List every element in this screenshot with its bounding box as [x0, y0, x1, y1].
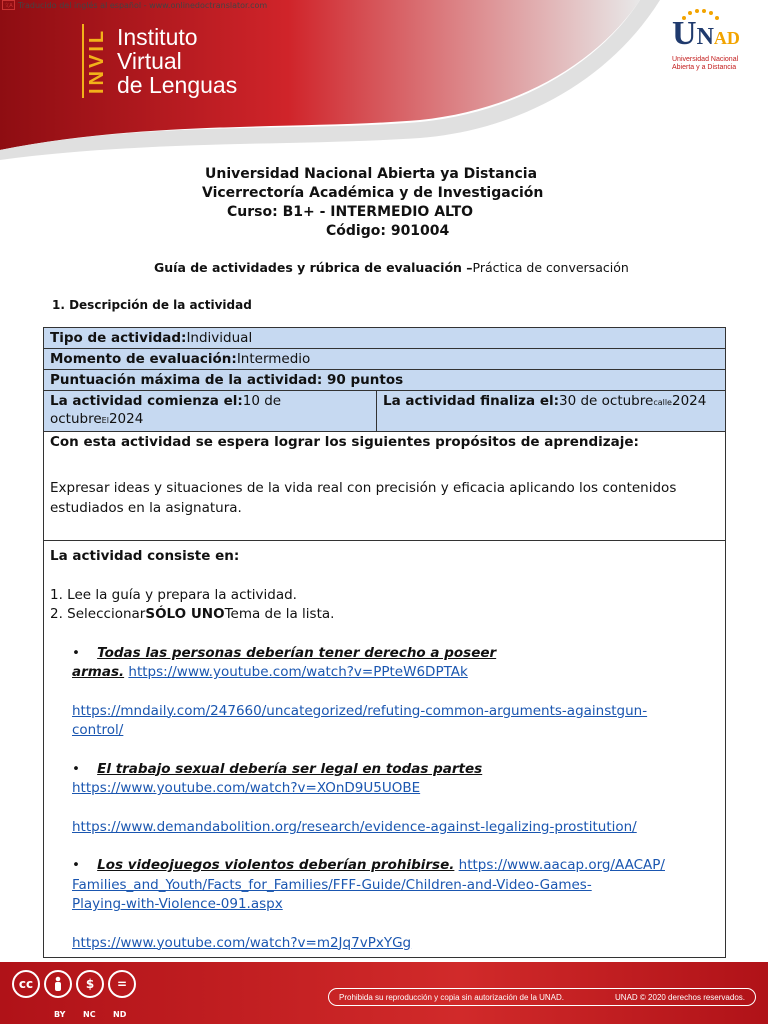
link[interactable]: https://www.youtube.com/watch?v=XOnD9U5UOBE — [72, 780, 421, 796]
link[interactable]: https://www.demandabolition.org/research/evidence-against-legalizing-prostitution/ — [72, 818, 637, 835]
table-row: Tipo de actividad:Individual — [44, 328, 726, 349]
link[interactable]: https://mndaily.com/247660/uncategorized/refuting-common-arguments-againstgun- — [72, 702, 648, 719]
unad-logo: UNAD Universidad Nacional Abierta y a Distancia — [672, 16, 756, 72]
table-row: Puntuación máxima de la actividad: 90 puntos — [44, 370, 726, 391]
table-row: La actividad comienza el:10 de octubreEl2024 La actividad finaliza el:30 de octubrecalle2024 — [44, 391, 726, 432]
nd-icon: = — [108, 970, 136, 998]
invil-logo — [82, 24, 237, 98]
link[interactable]: https://www.youtube.com/watch?v=m2Jq7vPxYGg — [72, 934, 412, 951]
table-row: Con esta actividad se espera lograr los siguientes propósitos de aprendizaje: Expresar ideas y situaciones de la vida real con precisión y eficacia aplicando los contenidos estudiados en la asignatura. — [44, 432, 726, 541]
link[interactable]: https://www.youtube.com/watch?v=PPteW6DPTAk — [128, 664, 468, 680]
translate-icon: 文A — [2, 0, 15, 10]
link[interactable]: https://www.aacap.org/AACAP/ — [458, 857, 665, 873]
link[interactable]: control/ — [72, 722, 124, 738]
activity-table — [43, 327, 726, 958]
footer-banner — [0, 962, 768, 1024]
person-icon — [44, 970, 72, 998]
institute-name: Instituto Virtual de Lenguas — [117, 24, 238, 98]
nc-icon: $ — [76, 970, 104, 998]
translator-note[interactable]: 文A Traducido del inglés al español - www.onlinedoctranslator.com — [2, 0, 267, 10]
link[interactable]: Playing-with-Violence-091.aspx — [72, 896, 283, 912]
table-row: Momento de evaluación:Intermedio — [44, 349, 726, 370]
course-title: Curso: B1+ - INTERMEDIO ALTO — [227, 204, 474, 220]
list-item: • El trabajo sexual debería ser legal en todas partes — [72, 760, 483, 777]
university-title: Universidad Nacional Abierta ya Distancia — [205, 166, 538, 182]
section-heading: 1. Descripción de la actividad — [52, 298, 252, 312]
header-banner — [0, 0, 768, 160]
vice-rectory: Vicerrectoría Académica y de Investigación — [202, 185, 544, 201]
copyright-bar: Prohibida su reproducción y copia sin autorización de la UNAD. UNAD © 2020 derechos reservados. — [328, 988, 756, 1006]
guide-title: Guía de actividades y rúbrica de evaluación –Práctica de conversación — [154, 260, 629, 275]
cc-icon: cc — [12, 970, 40, 998]
link[interactable]: Families_and_Youth/Facts_for_Families/FFF-Guide/Children-and-Video-Games- — [72, 876, 592, 893]
invil-vertical-text: INVIL — [82, 24, 109, 98]
person-icon-glyph — [52, 976, 64, 992]
course-code: Código: 901004 — [326, 223, 450, 239]
list-item: • Todas las personas deberían tener derecho a poseer — [72, 644, 497, 661]
list-item: • Los videojuegos violentos deberían prohibirse. https://www.aacap.org/AACAP/ — [72, 857, 665, 873]
creative-commons-badge: cc $ = BY NC ND — [12, 970, 136, 998]
table-row: La actividad consiste en: 1. Lee la guía y prepara la actividad. 2. SeleccionarSÓLO UNOTema de la lista. • Todas las personas deberían tener derecho a poseer armas. https://www.youtube.com/watch?v=PPteW6DPTAk https://mndaily.com/247660/uncategorized/refuting-common-arguments-againstgun- control/ • El trabajo sexual debería ser legal en todas partes https://www.youtube.com/watch?v=XOnD9U5UOBE https://www.demandabolition.org/research/evidence-against-legalizing-prostitution/ • Los videojuegos violentos deberían prohibirse. https://www.aacap.org/AACAP/ Families_and_Youth/Facts_for_Families/FFF-Guide/Children-and-Video-Games- Playing-with-Violence-091.aspx https://www.youtube.com/watch?v=m2Jq7vPxYGg — [44, 541, 726, 958]
